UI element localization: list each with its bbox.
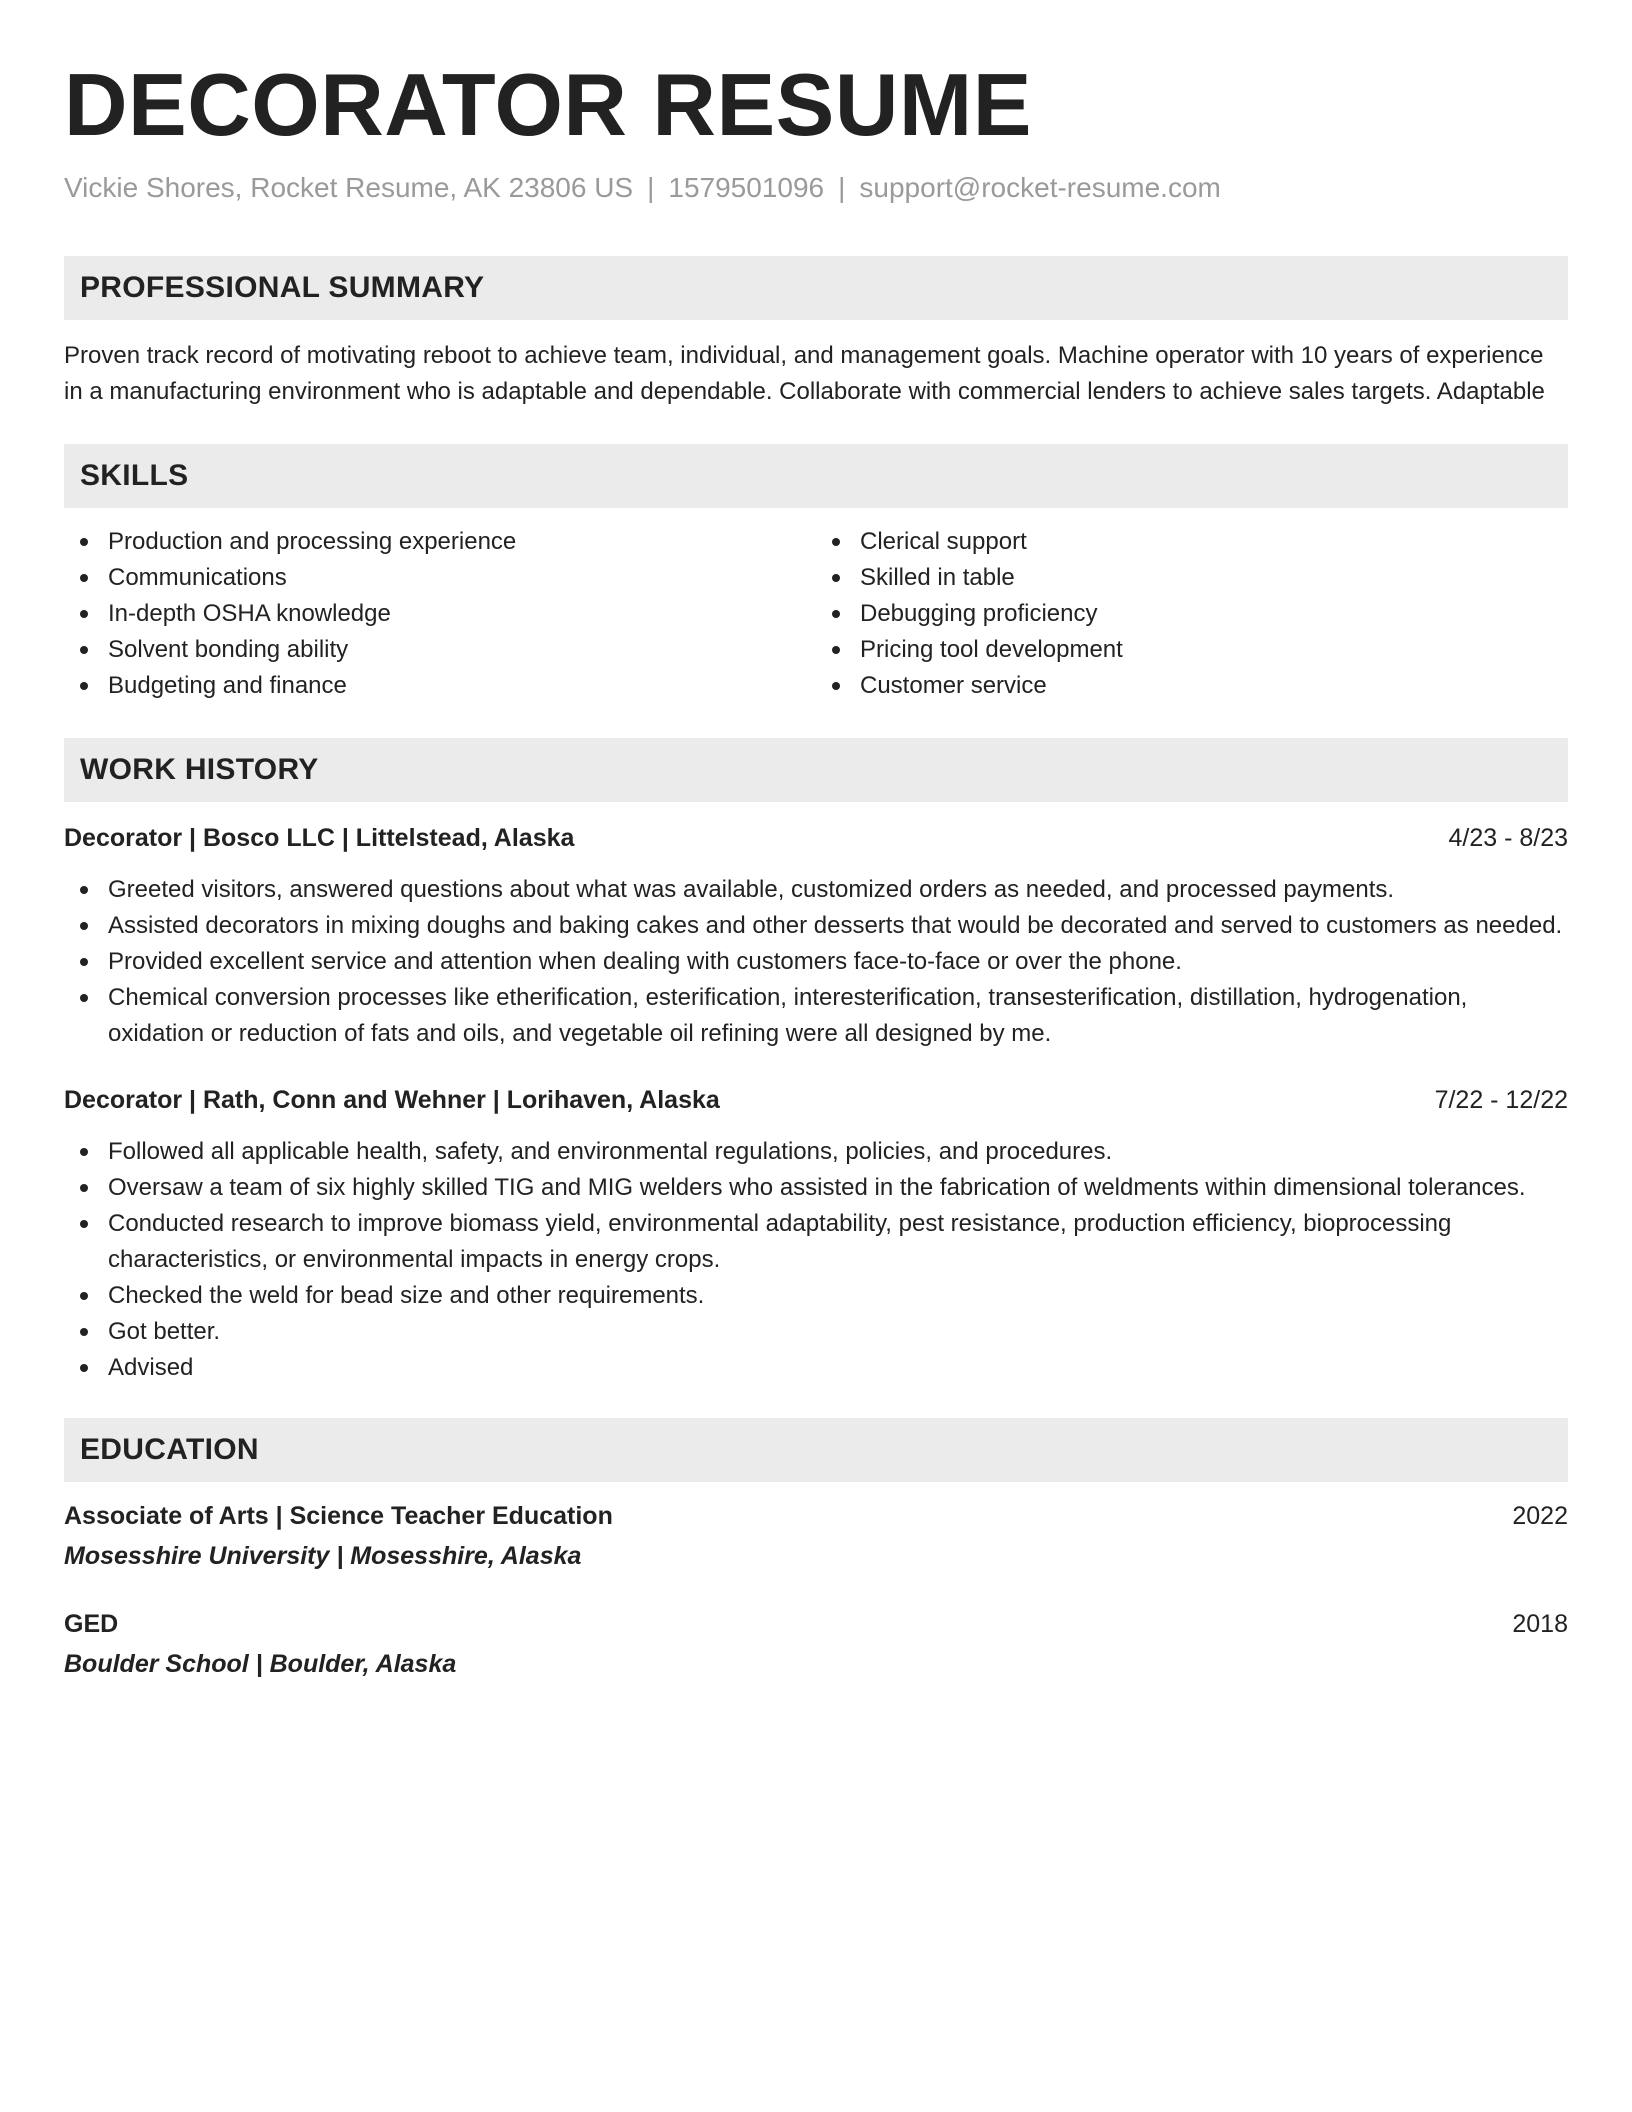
- job-dates: 4/23 - 8/23: [1448, 824, 1568, 852]
- education-header: [64, 1606, 1568, 1642]
- skill-item: In-depth OSHA knowledge: [108, 596, 816, 632]
- skill-item: Solvent bonding ability: [108, 632, 816, 668]
- education-entry: [64, 1498, 1568, 1574]
- skills-heading: SKILLS: [64, 444, 1568, 508]
- summary-section: [64, 256, 1568, 410]
- work-history-section: [64, 738, 1568, 1386]
- education-section: [64, 1418, 1568, 1682]
- education-degree: Associate of Arts | Science Teacher Education: [64, 1502, 613, 1530]
- skill-item: Skilled in table: [860, 560, 1568, 596]
- job-bullet: Advised: [64, 1350, 1568, 1386]
- skill-item: Budgeting and finance: [108, 668, 816, 704]
- skill-item: Debugging proficiency: [860, 596, 1568, 632]
- job-bullet: Oversaw a team of six highly skilled TIG and MIG welders who assisted in the fabrication of weldments within dimensional tolerances.: [64, 1170, 1568, 1206]
- summary-text: Proven track record of motivating reboot to achieve team, individual, and management goals. Machine operator with 10 years of experience in a manufacturing environment who is adaptable and dependable. Collaborate with commercial lenders to achieve sales targets. Adaptable: [64, 342, 1545, 405]
- job-bullet: Got better.: [64, 1314, 1568, 1350]
- contact-email[interactable]: support@rocket-resume.com: [859, 172, 1221, 203]
- job-bullets: [64, 1134, 1568, 1386]
- job-bullet: Provided excellent service and attention when dealing with customers face-to-face or over the phone.: [64, 944, 1568, 980]
- education-heading: EDUCATION: [64, 1418, 1568, 1482]
- education-school: Boulder School | Boulder, Alaska: [64, 1650, 457, 1678]
- skill-item: Pricing tool development: [860, 632, 1568, 668]
- contact-separator: |: [647, 172, 655, 203]
- education-school: Mosesshire University | Mosesshire, Alaska: [64, 1542, 582, 1570]
- job-bullet: Greeted visitors, answered questions about what was available, customized orders as needed, and processed payments.: [64, 872, 1568, 908]
- job-title: Decorator | Rath, Conn and Wehner | Lorihaven, Alaska: [64, 1086, 720, 1114]
- summary-heading: PROFESSIONAL SUMMARY: [64, 256, 1568, 320]
- job-entry: [64, 1082, 1568, 1386]
- job-title: Decorator | Bosco LLC | Littelstead, Alaska: [64, 824, 575, 852]
- resume-title: DECORATOR RESUME: [64, 55, 1032, 154]
- job-dates: 7/22 - 12/22: [1434, 1086, 1568, 1114]
- contact-phone: 1579501096: [668, 172, 825, 203]
- skills-grid: [64, 524, 1568, 704]
- education-year: 2018: [1512, 1610, 1568, 1638]
- skills-column-left: [64, 524, 816, 704]
- skill-item: Communications: [108, 560, 816, 596]
- education-entry: [64, 1606, 1568, 1682]
- job-bullet: Conducted research to improve biomass yield, environmental adaptability, pest resistance, production efficiency, bioprocessing characteristics, or environmental impacts in energy crops.: [64, 1206, 1568, 1278]
- job-bullet: Chemical conversion processes like etherification, esterification, interesterification, transesterification, distillation, hydrogenation, oxidation or reduction of fats and oils, and vegetable oil refining were all designed by me.: [64, 980, 1568, 1052]
- job-entry: [64, 820, 1568, 1052]
- education-degree: GED: [64, 1610, 119, 1638]
- job-bullet: Assisted decorators in mixing doughs and baking cakes and other desserts that would be decorated and served to customers as needed.: [64, 908, 1568, 944]
- education-header: [64, 1498, 1568, 1534]
- work-history-heading: WORK HISTORY: [64, 738, 1568, 802]
- job-bullet: Checked the weld for bead size and other requirements.: [64, 1278, 1568, 1314]
- skill-item: Customer service: [860, 668, 1568, 704]
- skills-column-right: [816, 524, 1568, 704]
- skill-item: Production and processing experience: [108, 524, 816, 560]
- education-year: 2022: [1512, 1502, 1568, 1530]
- job-header: [64, 820, 1568, 856]
- contact-line: [64, 170, 1568, 206]
- skills-section: [64, 444, 1568, 704]
- job-bullet: Followed all applicable health, safety, and environmental regulations, policies, and procedures.: [64, 1134, 1568, 1170]
- contact-address: Vickie Shores, Rocket Resume, AK 23806 US: [64, 172, 634, 203]
- job-header: [64, 1082, 1568, 1118]
- contact-separator: |: [838, 172, 846, 203]
- skill-item: Clerical support: [860, 524, 1568, 560]
- job-bullets: [64, 872, 1568, 1052]
